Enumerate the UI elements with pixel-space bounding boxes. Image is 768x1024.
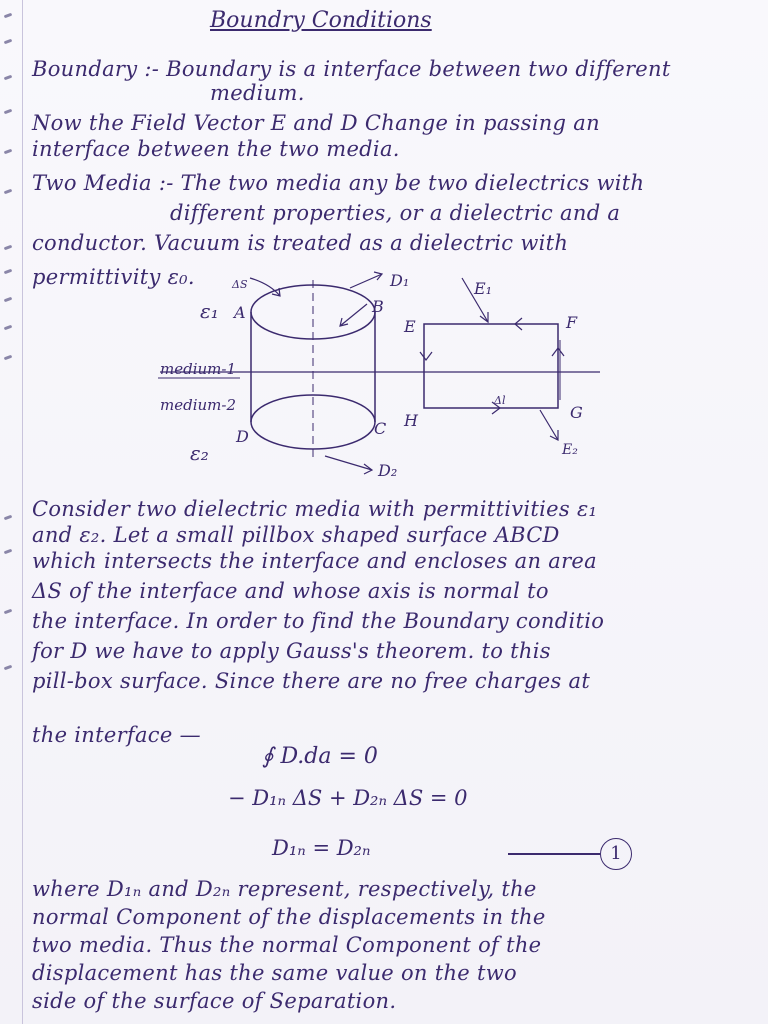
text-line-6: different properties, or a dielectric and a xyxy=(170,201,621,225)
text-line-3: Now the Field Vector E and D Change in passing an xyxy=(32,111,600,135)
point-a-label: A xyxy=(234,303,246,322)
e1-label: E₁ xyxy=(474,279,493,298)
point-c-label: C xyxy=(374,419,387,438)
dl-label: Δl xyxy=(494,394,506,407)
medium-1-label: medium-1 xyxy=(160,360,236,378)
point-b-label: B xyxy=(372,297,384,316)
point-g-label: G xyxy=(570,403,583,422)
para1-line-7: pill-box surface. Since there are no free charges at xyxy=(32,669,591,693)
medium-2-label: medium-2 xyxy=(160,396,236,414)
para2-line-4: displacement has the same value on the two xyxy=(32,961,517,985)
text-line-4: interface between the two media. xyxy=(32,137,400,161)
equation-result: D₁ₙ = D₂ₙ xyxy=(272,836,371,860)
equation-number: 1 xyxy=(600,838,632,870)
equation-flux: − D₁ₙ ΔS + D₂ₙ ΔS = 0 xyxy=(228,786,468,810)
d2-label: D₂ xyxy=(378,461,398,480)
point-d-label: D xyxy=(236,427,249,446)
para1-line-4: ΔS of the interface and whose axis is normal to xyxy=(32,579,549,603)
eps2-label: ε₂ xyxy=(190,441,209,465)
para1-line-6: for D we have to apply Gauss's theorem. to this xyxy=(32,639,551,663)
text-line-5: Two Media :- The two media any be two dielectrics with xyxy=(32,171,645,195)
point-e-label: E xyxy=(404,317,416,336)
text-line-2: medium. xyxy=(210,81,305,105)
equation-dash xyxy=(508,853,600,855)
para2-line-2: normal Component of the displacements in the xyxy=(32,905,546,929)
page-title: Boundry Conditions xyxy=(210,8,432,33)
para1-line-1: Consider two dielectric media with permittivities ε₁ xyxy=(32,497,598,521)
para1-line-8: the interface — xyxy=(32,723,201,747)
para2-line-1: where D₁ₙ and D₂ₙ represent, respectively, the xyxy=(32,877,537,901)
text-line-8: permittivity ε₀. xyxy=(32,265,195,289)
para1-line-5: the interface. In order to find the Boundary conditio xyxy=(32,609,605,633)
equation-gauss: ∮ D.da = 0 xyxy=(262,744,378,769)
text-line-7: conductor. Vacuum is treated as a dielectric with xyxy=(32,231,569,255)
para2-line-3: two media. Thus the normal Component of the xyxy=(32,933,542,957)
e2-label: E₂ xyxy=(562,442,578,458)
point-h-label: H xyxy=(404,411,418,430)
text-line-1: Boundary :- Boundary is a interface between two different xyxy=(32,57,671,81)
para1-line-3: which intersects the interface and encloses an area xyxy=(32,549,597,573)
para1-line-2: and ε₂. Let a small pillbox shaped surface ABCD xyxy=(32,523,560,547)
point-f-label: F xyxy=(566,313,578,332)
ds-label: ΔS xyxy=(232,278,248,291)
d1-label: D₁ xyxy=(390,271,410,290)
margin-line xyxy=(22,0,23,1024)
para2-line-5: side of the surface of Separation. xyxy=(32,989,397,1013)
eps1-label: ε₁ xyxy=(200,299,219,323)
pillbox-diagram xyxy=(0,260,768,490)
